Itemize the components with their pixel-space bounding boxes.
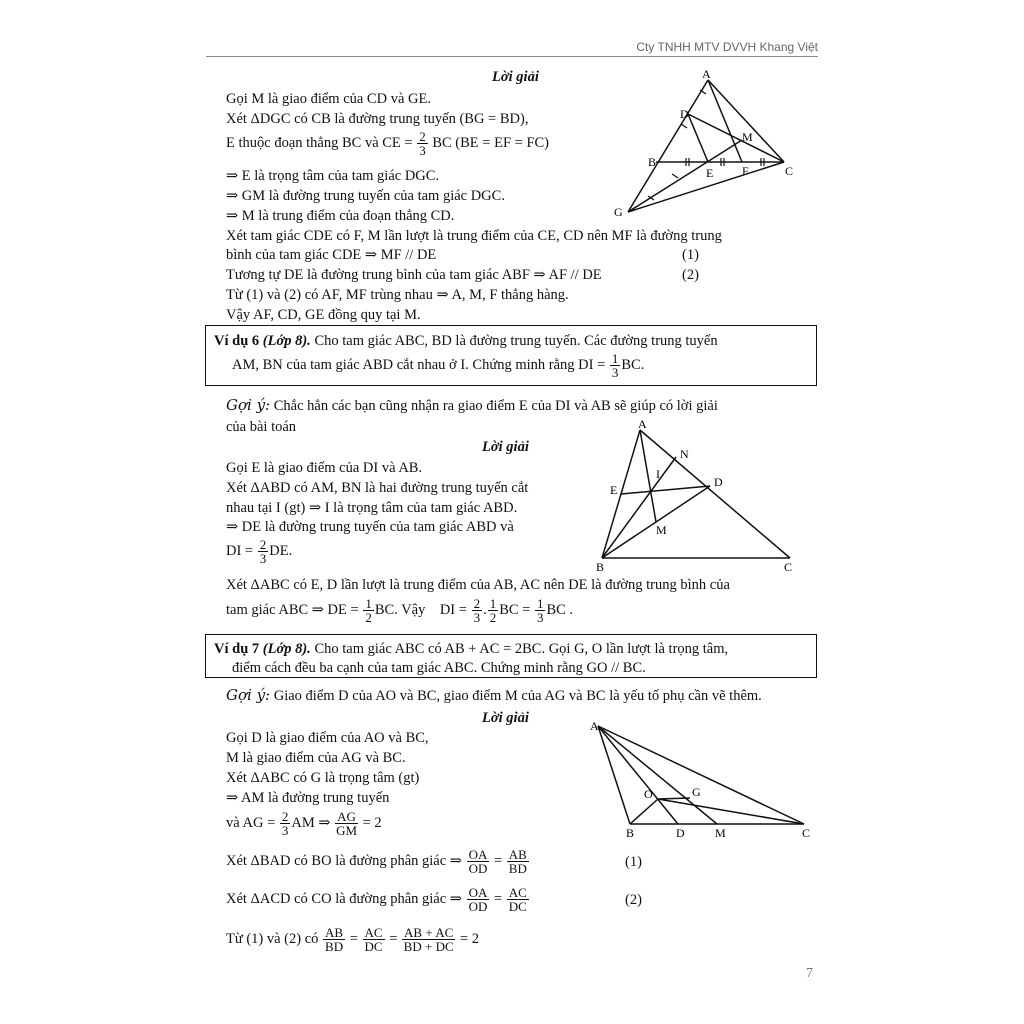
ex6-grade: (Lớp 8).	[262, 333, 311, 349]
s1-line-1: Gọi M là giao điểm của CD và GE.	[226, 91, 431, 107]
solution-title-2: Lời giải	[482, 439, 529, 455]
fig3-label-m: M	[715, 826, 726, 840]
ex7-hint: Gợi ý: Giao điểm D của AO và BC, giao điểm M của AG và BC là yếu tố phụ cần vẽ thêm.	[226, 686, 762, 704]
ex7-sol-line-5: và AG = $\frac{2}{3}$ AM ⇒ $\frac{AG}{GM}$ = 2	[226, 809, 382, 839]
s1-line-2: Xét ΔDGC có CB là đường trung tuyến (BG = BD),	[226, 111, 529, 127]
fig1-tick-marks	[648, 90, 764, 200]
s1-line-11: Vậy AF, CD, GE đồng quy tại M.	[226, 307, 421, 323]
fig1-segment-ac	[708, 80, 784, 162]
ex7-sol-line-1: Gọi D là giao điểm của AO và BC,	[226, 730, 429, 746]
s1-line-3	[226, 128, 549, 158]
fraction-2-3: $\frac{2}{3}$	[419, 129, 426, 159]
fig2-label-n: N	[680, 447, 689, 461]
ex6-line-1	[214, 332, 718, 350]
ex7-final-line: Từ (1) và (2) có $\frac{AB}{BD}$ = $\frac{AC}{DC}$ = $\frac{AB + AC}{BD + DC}$ = 2	[226, 925, 479, 955]
fig2-label-b: B	[596, 560, 605, 574]
fig3-segment-ad	[598, 726, 678, 824]
s1-line3-post: BC (BE = EF = FC)	[432, 135, 550, 151]
fraction-1-3: $\frac{1}{3}$	[611, 351, 619, 381]
ex7-mark-2: (2)	[625, 892, 642, 908]
fig1-label-e: E	[706, 166, 714, 180]
ex7-hint-label: Gợi ý:	[226, 686, 271, 704]
fig3-label-d: D	[676, 826, 685, 840]
ex7-bad-line: Xét ΔBAD có BO là đường phân giác ⇒ $\frac{OA}{OD}$ = $\frac{AB}{BD}$	[226, 847, 527, 877]
fig3-segment-ac	[598, 726, 804, 824]
ex6-line-2: AM, BN của tam giác ABD cắt nhau ở I. Chứng minh rằng DI = $\frac{1}{3}$ BC.	[232, 351, 645, 381]
s1-line3-pre: E thuộc đoạn thẳng BC và CE =	[226, 135, 413, 151]
solution-title-1: Lời giải	[492, 69, 539, 85]
fig2-label-a: A	[638, 418, 647, 431]
ex6-sol-line-2: Xét ΔABD có AM, BN là hai đường trung tuyến cắt	[226, 480, 529, 496]
fig1-label-c: C	[785, 164, 794, 178]
ex7-line-2: điểm cách đều ba cạnh của tam giác ABC. Chứng minh rằng GO // BC.	[232, 660, 646, 676]
fig2-label-i: I	[656, 467, 660, 481]
ex6-sol-line-5: DI = $\frac{2}{3}$ DE.	[226, 537, 293, 567]
ex6-sol-line-1: Gọi E là giao điểm của DI và AB.	[226, 460, 423, 476]
fig1-label-a: A	[702, 67, 711, 81]
ex7-line-1: Ví dụ 7 (Lớp 8). Cho tam giác ABC có AB + AC = 2BC. Gọi G, O lần lượt là trọng tâm,	[214, 641, 729, 657]
fig1-label-d: D	[680, 107, 689, 121]
fig2-segment-ed	[621, 486, 710, 494]
fig2-segment-bn	[602, 457, 676, 558]
ex7-sol-line-4: ⇒ AM là đường trung tuyến	[226, 790, 390, 806]
s1-line-9: Tương tự DE là đường trung bình của tam giác ABF ⇒ AF // DE	[226, 267, 602, 283]
ex7-head: Ví dụ 7	[214, 641, 260, 657]
fig2-label-c: C	[784, 560, 793, 574]
ex6-head: Ví dụ 6	[214, 333, 260, 349]
fig3-segment-ab	[598, 726, 630, 824]
s1-mark-2: (2)	[682, 267, 699, 283]
solution-title-3: Lời giải	[482, 710, 529, 726]
fig3-label-g: G	[692, 785, 701, 799]
s1-line-7: Xét tam giác CDE có F, M lần lượt là trung điểm của CE, CD nên MF là đường trung	[226, 228, 722, 244]
ex6-last-line-1: Xét ΔABC có E, D lần lượt là trung điểm của AB, AC nên DE là đường trung bình của	[226, 577, 730, 593]
ex7-mark-1: (1)	[625, 854, 642, 870]
ex7-grade: (Lớp 8).	[262, 641, 311, 657]
fig1-segment-dc	[688, 114, 784, 162]
fig1-segment-ag	[628, 80, 708, 212]
fig1-segment-de	[688, 114, 708, 162]
figure-triangle-abc-7	[588, 716, 816, 842]
figure-triangle-abc-6	[594, 418, 806, 574]
s1-line-10: Từ (1) và (2) có AF, MF trùng nhau ⇒ A, M, F thẳng hàng.	[226, 287, 569, 303]
fig2-segment-am	[640, 430, 656, 522]
fig3-label-a: A	[590, 719, 599, 733]
ex6-sol-line-3: nhau tại I (gt) ⇒ I là trọng tâm của tam giác ABD.	[226, 500, 518, 516]
fig1-label-g: G	[614, 205, 623, 219]
fig1-segment-gm	[628, 140, 742, 212]
fig3-segment-bo	[630, 799, 658, 824]
ex6-line1-text: Cho tam giác ABC, BD là đường trung tuyến. Các đường trung tuyến	[314, 333, 718, 349]
ex6-hint-line-2: của bài toán	[226, 419, 297, 435]
fig2-label-d: D	[714, 475, 723, 489]
ex6-hint-line-1: Gợi ý: Chắc hẳn các bạn cũng nhận ra giao điểm E của DI và AB sẽ giúp có lời giải	[226, 396, 718, 414]
fig1-label-f: F	[742, 164, 749, 178]
fig2-label-e: E	[610, 483, 618, 497]
fig1-label-m: M	[742, 130, 753, 144]
fig3-segment-og	[658, 798, 690, 799]
s1-line-6: ⇒ M là trung điểm của đoạn thẳng CD.	[226, 208, 455, 224]
fig3-label-c: C	[802, 826, 811, 840]
ex7-sol-line-3: Xét ΔABC có G là trọng tâm (gt)	[226, 770, 420, 786]
ex7-acd-line: Xét ΔACD có CO là đường phân giác ⇒ $\frac{OA}{OD}$ = $\frac{AC}{DC}$	[226, 885, 527, 915]
ex6-sol-line-4: ⇒ DE là đường trung tuyến của tam giác ABD và	[226, 519, 514, 535]
page-number: 7	[806, 966, 813, 981]
fig2-label-m: M	[656, 523, 667, 537]
fig3-segment-oc	[658, 799, 804, 824]
figure-triangle-dgc	[608, 64, 818, 226]
fig1-label-b: B	[648, 155, 657, 169]
ex6-last-line-2: tam giác ABC ⇒ DE = $\frac{1}{2}$ BC. Vậy DI = $\frac{2}{3}$ . $\frac{1}{2}$ BC = $\frac{1}{3}$ BC .	[226, 596, 574, 626]
header-rule	[206, 56, 818, 57]
fig2-segment-ac	[640, 430, 790, 558]
fig3-segment-am	[598, 726, 717, 824]
ex7-sol-line-2: M là giao điểm của AG và BC.	[226, 750, 406, 766]
fig3-label-o: O	[644, 787, 653, 801]
s1-line-5: ⇒ GM là đường trung tuyến của tam giác DGC.	[226, 188, 505, 204]
s1-mark-1: (1)	[682, 247, 699, 263]
fig3-label-b: B	[626, 826, 635, 840]
running-header: Cty TNHH MTV DVVH Khang Việt	[636, 40, 818, 54]
fig1-segment-af	[708, 80, 742, 162]
s1-line-4: ⇒ E là trọng tâm của tam giác DGC.	[226, 168, 440, 184]
ex6-hint-label: Gợi ý:	[226, 396, 271, 414]
s1-line-8: bình của tam giác CDE ⇒ MF // DE	[226, 247, 437, 263]
